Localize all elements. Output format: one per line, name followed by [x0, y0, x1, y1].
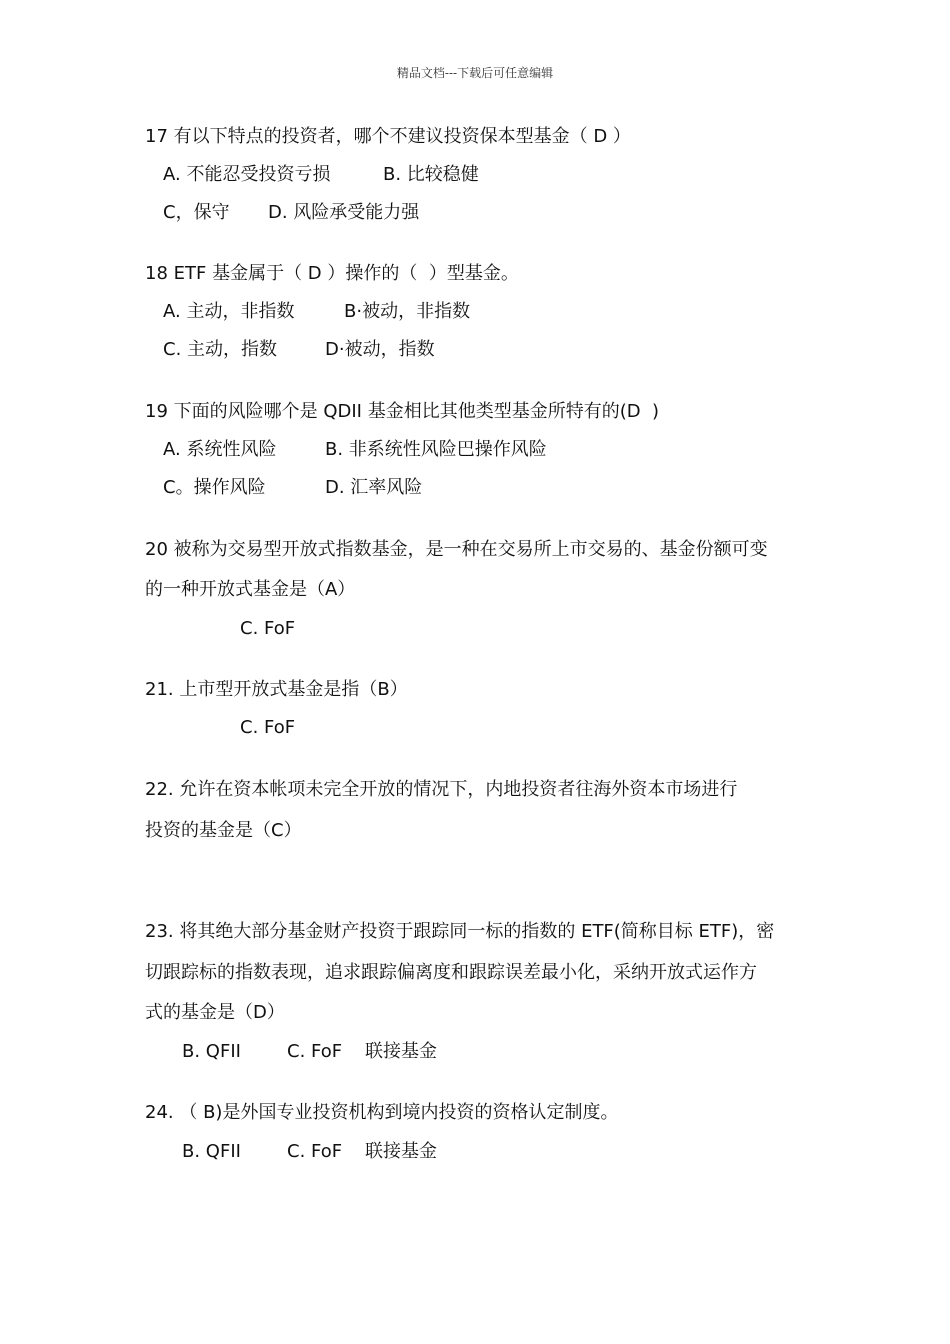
question-23-option-d: 联接基金	[365, 1041, 437, 1062]
question-18: 18 ETF 基金属于（ D ）操作的（ ）型基金。	[145, 263, 519, 284]
question-17-option-d: D. 风险承受能力强	[268, 202, 420, 223]
question-23-option-b: B. QFII	[182, 1041, 241, 1062]
question-18-option-b: B·被动，非指数	[344, 301, 471, 322]
question-21-option-c: C. FoF	[240, 717, 296, 738]
question-23-line-1: 23. 将其绝大部分基金财产投资于跟踪同一标的指数的 ETF(简称目标 ETF)，密	[145, 921, 775, 942]
question-23-option-c: C. FoF	[287, 1041, 343, 1062]
question-19-option-c: C。操作风险	[163, 477, 266, 498]
question-17-option-b: B. 比较稳健	[383, 164, 479, 185]
question-19-option-d: D. 汇率风险	[325, 477, 423, 498]
question-24-option-d: 联接基金	[365, 1141, 437, 1162]
question-24-option-c: C. FoF	[287, 1141, 343, 1162]
question-19-option-b: B. 非系统性风险巴操作风险	[325, 439, 547, 460]
question-18-option-c: C. 主动，指数	[163, 339, 278, 360]
question-23-line-3: 式的基金是（D）	[145, 1002, 285, 1023]
page-header: 精品文档---下载后可任意编辑	[396, 66, 554, 80]
question-22-line-1: 22. 允许在资本帐项未完全开放的情况下，内地投资者往海外资本市场进行	[145, 779, 738, 800]
question-24-option-b: B. QFII	[182, 1141, 241, 1162]
question-24: 24. （ B)是外国专业投资机构到境内投资的资格认定制度。	[145, 1102, 619, 1123]
question-17: 17 有以下特点的投资者，哪个不建议投资保本型基金（ D ）	[145, 126, 631, 147]
question-19: 19 下面的风险哪个是 QDII 基金相比其他类型基金所特有的(D )	[145, 401, 660, 422]
question-21: 21. 上市型开放式基金是指（B）	[145, 679, 408, 700]
question-17-option-c: C，保守	[163, 202, 230, 223]
question-22-line-2: 投资的基金是（C）	[145, 820, 302, 841]
question-17-option-a: A. 不能忍受投资亏损	[163, 164, 331, 185]
question-20-option-c: C. FoF	[240, 618, 296, 639]
question-20-line-2: 的一种开放式基金是（A）	[145, 579, 356, 600]
question-18-option-a: A. 主动，非指数	[163, 301, 295, 322]
question-23-line-2: 切跟踪标的指数表现，追求跟踪偏离度和跟踪误差最小化，采纳开放式运作方	[145, 962, 757, 983]
question-18-option-d: D·被动，指数	[325, 339, 435, 360]
question-19-option-a: A. 系统性风险	[163, 439, 277, 460]
question-20-line-1: 20 被称为交易型开放式指数基金，是一种在交易所上市交易的、基金份额可变	[145, 539, 768, 560]
